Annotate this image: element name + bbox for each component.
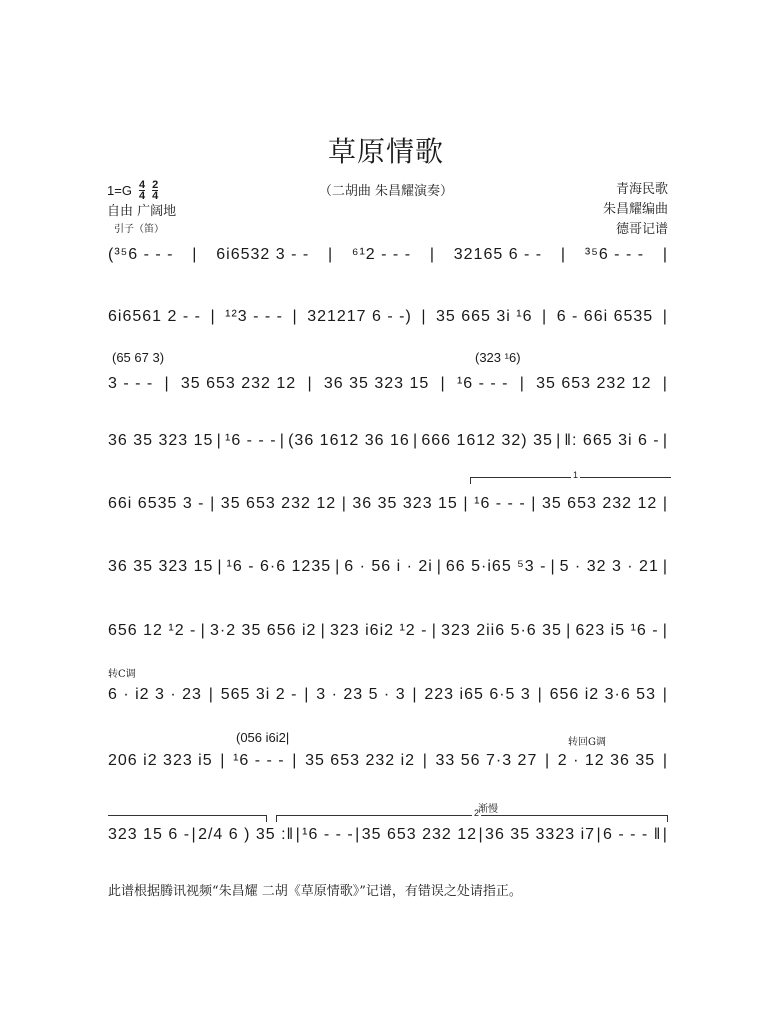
barline: | xyxy=(217,558,223,575)
key-signature xyxy=(107,180,158,201)
barline: | xyxy=(327,246,334,263)
origin: 青海民歌 xyxy=(615,182,668,197)
score-row xyxy=(108,375,668,393)
measure: 6 · i2 3 · 23 xyxy=(108,686,202,703)
measure: 3 - - - xyxy=(108,375,154,392)
measure: 6 - - - ‖ xyxy=(603,826,662,843)
measure: 35 653 232 12 xyxy=(536,375,652,392)
tempo-marking: 自由 广阔地 xyxy=(107,204,177,219)
barline: | xyxy=(320,622,326,639)
barline: | xyxy=(192,246,198,263)
measure: ¹6 - 6·6 1235 xyxy=(226,558,332,575)
key-change-label: 转C调 xyxy=(108,669,136,680)
barline: | xyxy=(531,495,537,512)
barline: | xyxy=(341,495,347,512)
measure: (³⁵6 - - - xyxy=(108,246,174,263)
measure: ¹6 - - - xyxy=(456,375,509,392)
barline: | xyxy=(355,826,361,843)
credits xyxy=(603,180,668,240)
barline: | xyxy=(431,622,437,639)
measure: 36 35 3323 i7 xyxy=(485,826,596,843)
measure: 35 653 232 i2 xyxy=(305,752,416,769)
measure: 321217 6 - -) xyxy=(307,308,412,325)
measure: 6 · 56 i · 2i xyxy=(344,558,433,575)
measure: 2/4 6 ) 35 :‖ xyxy=(198,826,295,843)
barline: | xyxy=(412,432,419,449)
measure: 36 35 323 15 xyxy=(352,495,458,512)
barline: | xyxy=(662,752,668,769)
annotation-alt-phrase-2: (323 ¹6) xyxy=(475,350,521,365)
barline: | xyxy=(200,622,206,639)
ending-1-bracket-cont xyxy=(108,815,267,822)
barline: | xyxy=(335,558,341,575)
measure: 656 i2 3·6 53 xyxy=(549,686,656,703)
score-row xyxy=(108,432,668,450)
measure: 35 665 3i ¹6 xyxy=(435,308,533,325)
time-signature-2: $\frac{2}{4}$ xyxy=(152,179,159,202)
measure: ¹6 - - - xyxy=(474,495,526,512)
score-row xyxy=(108,752,668,770)
time-signature-1: $\frac{4}{4}$ xyxy=(138,179,146,202)
barline: | xyxy=(550,558,556,575)
barline: | xyxy=(164,375,170,392)
barline: | xyxy=(560,246,567,263)
measure: 35 653 232 12 xyxy=(541,495,658,512)
measure: 6i6532 3 - - xyxy=(216,246,310,263)
score-row xyxy=(108,246,668,264)
measure: 36 35 323 15 xyxy=(108,432,214,449)
score-row xyxy=(108,308,668,326)
barline: | xyxy=(542,308,548,325)
score-row xyxy=(108,558,668,576)
barline: | xyxy=(519,375,525,392)
measure: 6i6561 2 - - xyxy=(108,308,201,325)
barline: | xyxy=(421,308,427,325)
footer-note: 此谱根据腾讯视频“朱昌耀 二胡《草原情歌》”记谱，有错误之处请指正。 xyxy=(108,884,522,899)
barline: | xyxy=(662,686,668,703)
measure: ¹²3 - - - xyxy=(225,308,283,325)
key-label: 1=G xyxy=(107,183,132,198)
annotation-alt-phrase-3: (056 i6i2| xyxy=(236,730,290,745)
barline: | xyxy=(440,375,446,392)
measure: 323 i6i2 ¹2 - xyxy=(329,622,428,639)
score-row xyxy=(108,622,668,640)
barline: | xyxy=(537,686,543,703)
barline: | xyxy=(292,308,298,325)
barline: | xyxy=(463,495,469,512)
barline: | xyxy=(216,432,222,449)
measure: 323 15 6 - xyxy=(108,826,191,843)
key-return-label: 转回G调 xyxy=(568,737,606,748)
barline: | xyxy=(596,826,602,843)
barline: | xyxy=(556,432,562,449)
annotation-alt-phrase-1: (65 67 3) xyxy=(112,350,165,365)
barline: | xyxy=(220,752,226,769)
barline: | xyxy=(307,375,313,392)
barline: | xyxy=(279,432,285,449)
measure: 36 35 323 15 xyxy=(323,375,430,392)
barline: | xyxy=(544,752,551,769)
measure: ⁶¹2 - - - xyxy=(351,246,412,263)
measure: 623 i5 ¹6 - xyxy=(575,622,659,639)
barline: | xyxy=(210,308,216,325)
measure: ¹6 - - - xyxy=(233,752,285,769)
transcriber: 德哥记谱 xyxy=(615,222,668,237)
barline: | xyxy=(662,495,668,512)
measure: 666 1612 32) 35 xyxy=(421,432,553,449)
measure: 206 i2 323 i5 xyxy=(108,752,213,769)
measure: 6 - 66i 6535 xyxy=(556,308,654,325)
arranger: 朱昌耀编曲 xyxy=(602,202,668,217)
ending-1-bracket: 1 xyxy=(470,477,671,484)
barline: | xyxy=(662,826,668,843)
subtitle: （二胡曲 朱昌耀演奏） xyxy=(318,184,454,199)
barline: | xyxy=(662,622,668,639)
measure: 656 12 ¹2 - xyxy=(108,622,197,639)
barline: | xyxy=(662,375,668,392)
measure: 5 · 32 3 · 21 xyxy=(559,558,659,575)
score-row xyxy=(108,686,668,704)
intro-label: 引子（笛） xyxy=(114,224,164,235)
measure: ¹6 - - - xyxy=(224,432,277,449)
barline: | xyxy=(422,752,428,769)
barline: | xyxy=(662,246,668,263)
measure: 35 653 232 12 xyxy=(220,495,337,512)
barline: | xyxy=(292,752,298,769)
barline: | xyxy=(208,686,214,703)
score-row xyxy=(108,826,668,844)
barline: | xyxy=(412,686,418,703)
ending-2-bracket: 2 xyxy=(276,815,668,822)
measure: (36 1612 36 16 xyxy=(288,432,410,449)
ritardando-label: 渐慢 xyxy=(478,804,498,815)
barline: | xyxy=(295,826,301,843)
measure: 36 35 323 15 xyxy=(108,558,214,575)
measure: 66i 6535 3 - xyxy=(108,495,205,512)
measure: 3·2 35 656 i2 xyxy=(209,622,317,639)
measure: ¹6 - - - xyxy=(302,826,354,843)
measure: ³⁵6 - - - xyxy=(584,246,645,263)
score-row xyxy=(108,495,668,513)
barline: | xyxy=(662,432,668,449)
measure: 66 5·i65 ⁵3 - xyxy=(445,558,547,575)
barline: | xyxy=(210,495,216,512)
barline: | xyxy=(191,826,197,843)
measure: 35 653 232 12 xyxy=(361,826,478,843)
measure: 32165 6 - - xyxy=(453,246,543,263)
measure: 2 · 12 36 35 xyxy=(557,752,656,769)
measure: 35 653 232 12 xyxy=(180,375,297,392)
barline: | xyxy=(429,246,435,263)
barline: | xyxy=(478,826,484,843)
barline: | xyxy=(662,308,668,325)
barline: | xyxy=(662,558,668,575)
barline: | xyxy=(304,686,310,703)
measure: ‖: 665 3i 6 - xyxy=(564,432,660,449)
barline: | xyxy=(566,622,572,639)
barline: | xyxy=(436,558,442,575)
measure: 3 · 23 5 · 3 xyxy=(316,686,406,703)
measure: 33 56 7·3 27 xyxy=(435,752,538,769)
measure: 323 2ii6 5·6 35 xyxy=(441,622,562,639)
measure: 565 3i 2 - xyxy=(220,686,298,703)
page-title: 草原情歌 xyxy=(327,135,444,168)
measure: 223 i65 6·5 3 xyxy=(424,686,531,703)
